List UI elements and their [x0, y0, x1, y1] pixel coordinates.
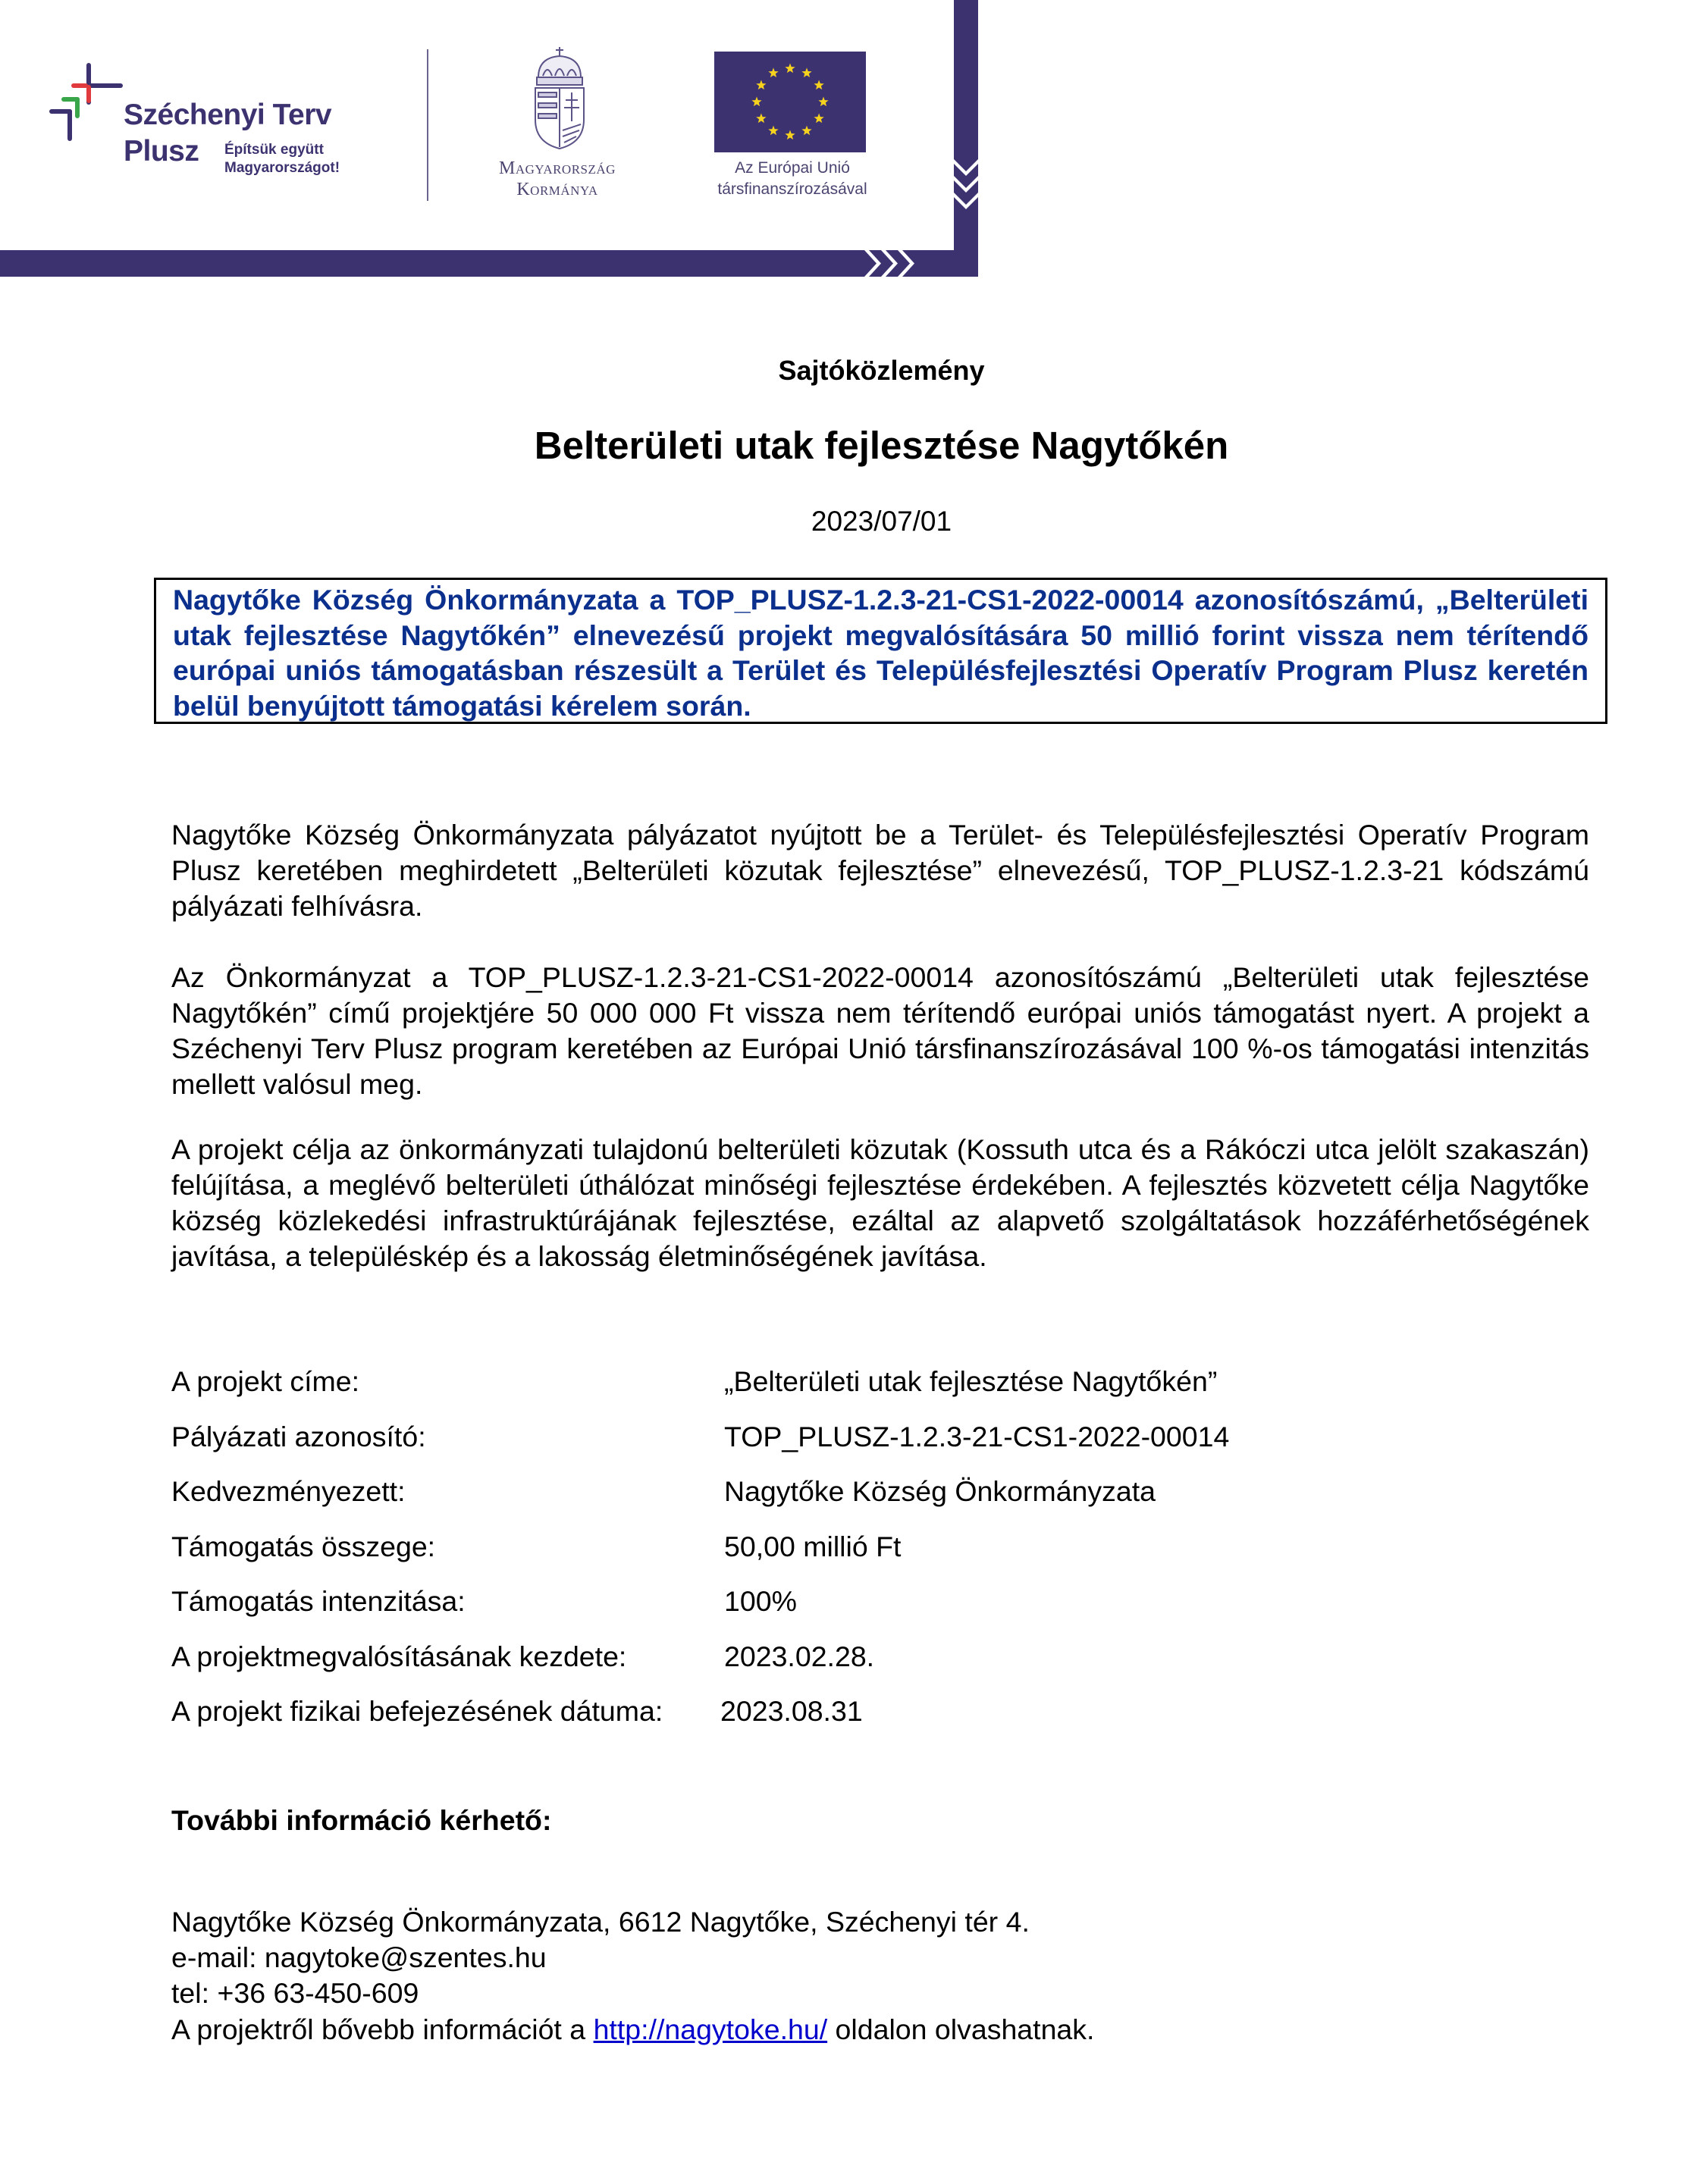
chevrons-down-icon	[954, 159, 978, 220]
contact-email: e-mail: nagytoke@szentes.hu	[171, 1941, 547, 1974]
body-paragraph-3: A projekt célja az önkormányzati tulajdonú belterületi közutak (Kossuth utca és a Rákóczi utca jelölt szakaszán) felújítása, a meglévő belterületi úthálózat minőségi fejlesztése érdekében. A fejlesztés közvetett célja Nagytőke község közlekedési infrastruktúrájának fejlesztése, ezáltal az alapvető szolgáltatások hozzáférhetőségének javítása, a településkép és a lakosság életminőségének javítása.	[171, 1133, 1589, 1272]
eu-caption	[682, 158, 902, 200]
detail-row-id	[171, 1418, 1536, 1474]
detail-row-beneficiary	[171, 1473, 1536, 1528]
detail-value: „Belterületi utak fejlesztése Nagytőkén”	[724, 1365, 1218, 1397]
body-paragraph-2: Az Önkormányzat a TOP_PLUSZ-1.2.3-21-CS1-2022-00014 azonosítószámú „Belterületi utak fejlesztése Nagytőkén” című projektjére 50 000 000 Ft vissza nem térítendő európai uniós támogatást nyert. A projekt a Széchenyi Terv Plusz program keretében az Európai Unió társfinanszírozásával 100 %-os támogatási intenzitás mellett valósul meg.	[171, 961, 1589, 1100]
detail-row-end	[171, 1693, 1536, 1748]
contact-phone: tel: +36 63-450-609	[171, 1977, 419, 2010]
contact-address: Nagytőke Község Önkormányzata, 6612 Nagytőke, Széchenyi tér 4.	[171, 1906, 1030, 1938]
eu-line-2: társfinanszírozásával	[717, 180, 867, 198]
logo-title: Széchenyi Terv	[124, 99, 332, 131]
frame-bottom-bar	[0, 250, 978, 277]
detail-row-intensity	[171, 1583, 1536, 1638]
more-info-heading: További információ kérhető:	[171, 1804, 552, 1836]
website-link[interactable]: http://nagytoke.hu/	[593, 2013, 828, 2045]
website-prefix: A projektről bővebb információt a	[171, 2013, 594, 2045]
detail-value: 50,00 millió Ft	[724, 1530, 902, 1562]
detail-value: 100%	[724, 1585, 797, 1617]
government-line-1: Magyarország	[499, 158, 616, 178]
slogan-line-1: Építsük együtt	[224, 142, 324, 158]
government-line-2: Kormánya	[516, 180, 598, 199]
detail-row-amount	[171, 1528, 1536, 1584]
lead-summary-box	[154, 578, 1607, 724]
slogan-line-2: Magyarországot!	[224, 160, 340, 176]
szechenyi-terv-plusz-logo	[45, 61, 394, 190]
document-kicker: Sajtóközlemény	[778, 355, 985, 386]
body-paragraph-1: Nagytőke Község Önkormányzata pályázatot nyújtott be a Terület- és Településfejlesztési Operatív Program Plusz keretében meghirdetett „Belterületi közutak fejlesztése” elnevezésű, TOP_PLUSZ-1.2.3-21 kódszámú pályázati felhívásra.	[171, 819, 1589, 922]
eu-flag-icon	[714, 52, 866, 152]
detail-label: Kedvezményezett:	[171, 1475, 406, 1507]
detail-row-title	[171, 1363, 1536, 1418]
hungarian-coat-of-arms-icon	[529, 45, 590, 152]
detail-value: TOP_PLUSZ-1.2.3-21-CS1-2022-00014	[724, 1420, 1230, 1452]
detail-label: Pályázati azonosító:	[171, 1420, 426, 1452]
contact-block	[171, 1904, 1094, 2048]
detail-label: A projektmegvalósításának kezdete:	[171, 1640, 627, 1672]
header-banner	[0, 0, 986, 282]
lead-summary-text: Nagytőke Község Önkormányzata a TOP_PLUSZ-1.2.3-21-CS1-2022-00014 azonosítószámú, „Belterületi utak fejlesztése Nagytőkén” elnevezésű projekt megvalósítására 50 millió forint vissza nem térítendő európai uniós támogatásban részesült a Terület és Településfejlesztési Operatív Program Plusz keretén belül benyújtott támogatási kérelem során.	[173, 584, 1588, 722]
detail-label: A projekt címe:	[171, 1365, 360, 1397]
project-details-table	[171, 1363, 1536, 1748]
logo-divider	[427, 49, 428, 201]
publication-date: 2023/07/01	[811, 506, 952, 537]
detail-label: A projekt fizikai befejezésének dátuma:	[171, 1695, 663, 1727]
detail-value: 2023.08.31	[720, 1695, 863, 1727]
eu-line-1: Az Európai Unió	[735, 159, 850, 177]
szechenyi-cross-icon	[45, 61, 129, 144]
website-suffix: oldalon olvashatnak.	[827, 2013, 1095, 2045]
detail-label: Támogatás összege:	[171, 1530, 436, 1562]
chevrons-right-icon	[864, 250, 925, 277]
logo-slogan	[224, 141, 340, 177]
hungarian-government-logo	[463, 45, 652, 212]
detail-label: Támogatás intenzitása:	[171, 1585, 466, 1617]
eu-cofinancing-logo	[682, 45, 910, 212]
page-title: Belterületi utak fejlesztése Nagytőkén	[534, 424, 1229, 467]
government-name	[463, 158, 652, 200]
detail-value: 2023.02.28.	[724, 1640, 875, 1672]
logo-plusz: Plusz	[124, 135, 199, 168]
detail-row-start	[171, 1638, 1536, 1694]
detail-value: Nagytőke Község Önkormányzata	[724, 1475, 1156, 1507]
frame-right-bar	[954, 0, 978, 277]
contact-website-line	[171, 2012, 1094, 2048]
